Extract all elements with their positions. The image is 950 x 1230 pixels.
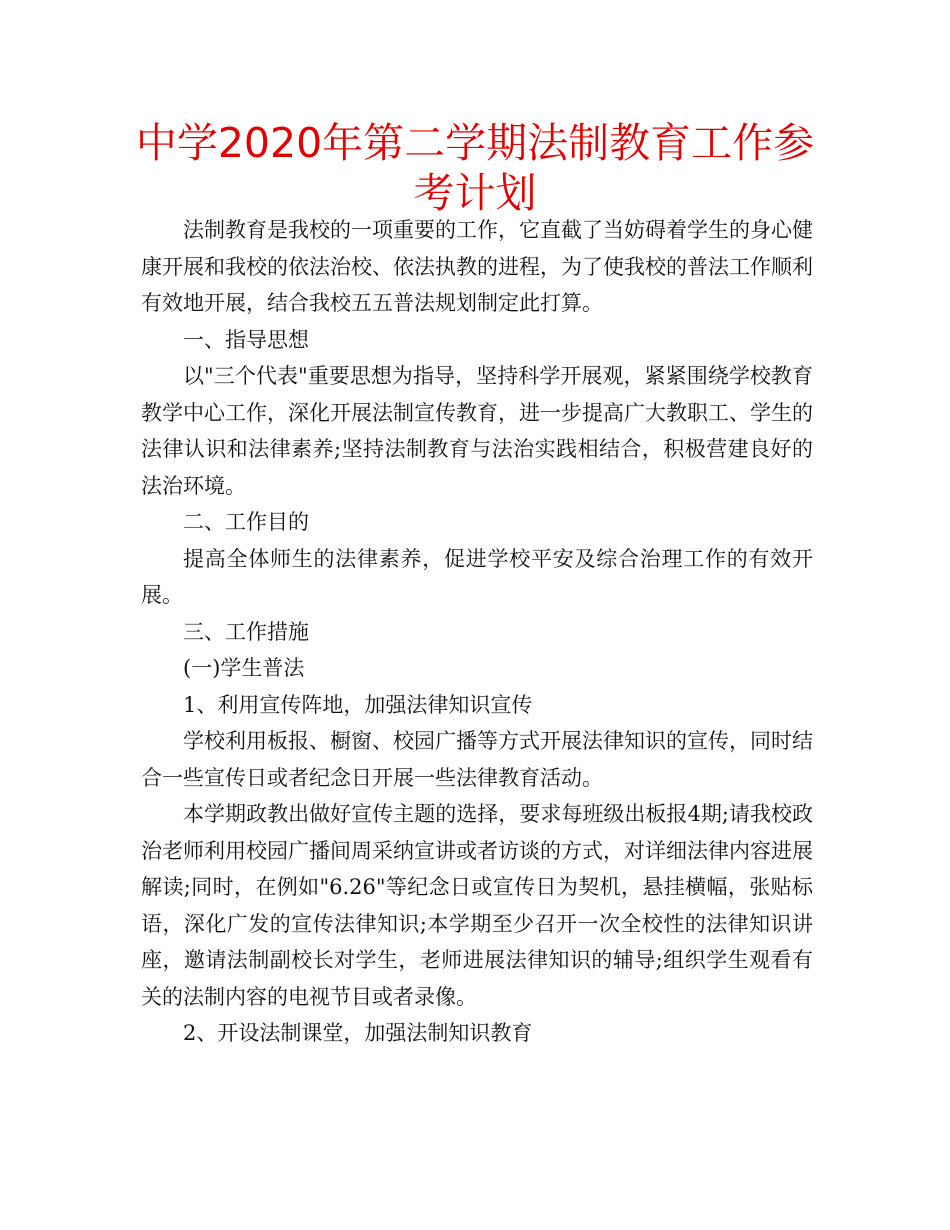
section-heading-work-measures: 三、工作措施 [183, 619, 309, 644]
paragraph-semester-plan: 本学期政教出做好宣传主题的选择，要求每班级出板报4期;请我校政治老师利用校园广播间周采纳宣讲或者访谈的方式，对详细法律内容进展解读;同时，在例如"6.26"等纪念日或宣传日为契机，悬挂横幅，张贴标语，深化广发的宣传法律知识;本学期至少召开一次全校性的法律知识讲座，邀请法制副校长对学生，老师进展法律知识的辅导;组织学生观看有关的法制内容的电视节目或者录像。 [141, 802, 813, 1009]
paragraph-intro: 法制教育是我校的一项重要的工作，它直截了当妨碍着学生的身心健康开展和我校的依法治校、依法执教的进程，为了使我校的普法工作顺利有效地开展，结合我校五五普法规划制定此打算。 [141, 218, 813, 315]
document-title: 中学2020年第二学期法制教育工作参考计划 [135, 119, 815, 217]
section-heading-work-goal: 二、工作目的 [183, 510, 309, 534]
section-heading-guiding-ideology: 一、指导思想 [183, 327, 309, 352]
item-heading-legal-class: 2、开设法制课堂，加强法制知识教育 [183, 1021, 533, 1045]
document-body [141, 212, 813, 1052]
paragraph-publicity: 学校利用板报、橱窗、校园广播等方式开展法律知识的宣传，同时结合一些宣传日或者纪念日开展一些法律教育活动。 [141, 729, 813, 790]
paragraph-work-goal: 提高全体师生的法律素养，促进学校平安及综合治理工作的有效开展。 [141, 546, 813, 607]
subsection-heading-student-law: (一)学生普法 [183, 656, 305, 680]
paragraph-guiding-ideology: 以"三个代表"重要思想为指导，坚持科学开展观，紧紧围绕学校教育教学中心工作，深化开展法制宣传教育，进一步提高广大教职工、学生的法律认识和法律素养;坚持法制教育与法治实践相结合，积极营建良好的法治环境。 [141, 364, 813, 498]
item-heading-publicity: 1、利用宣传阵地，加强法律知识宣传 [183, 692, 533, 717]
